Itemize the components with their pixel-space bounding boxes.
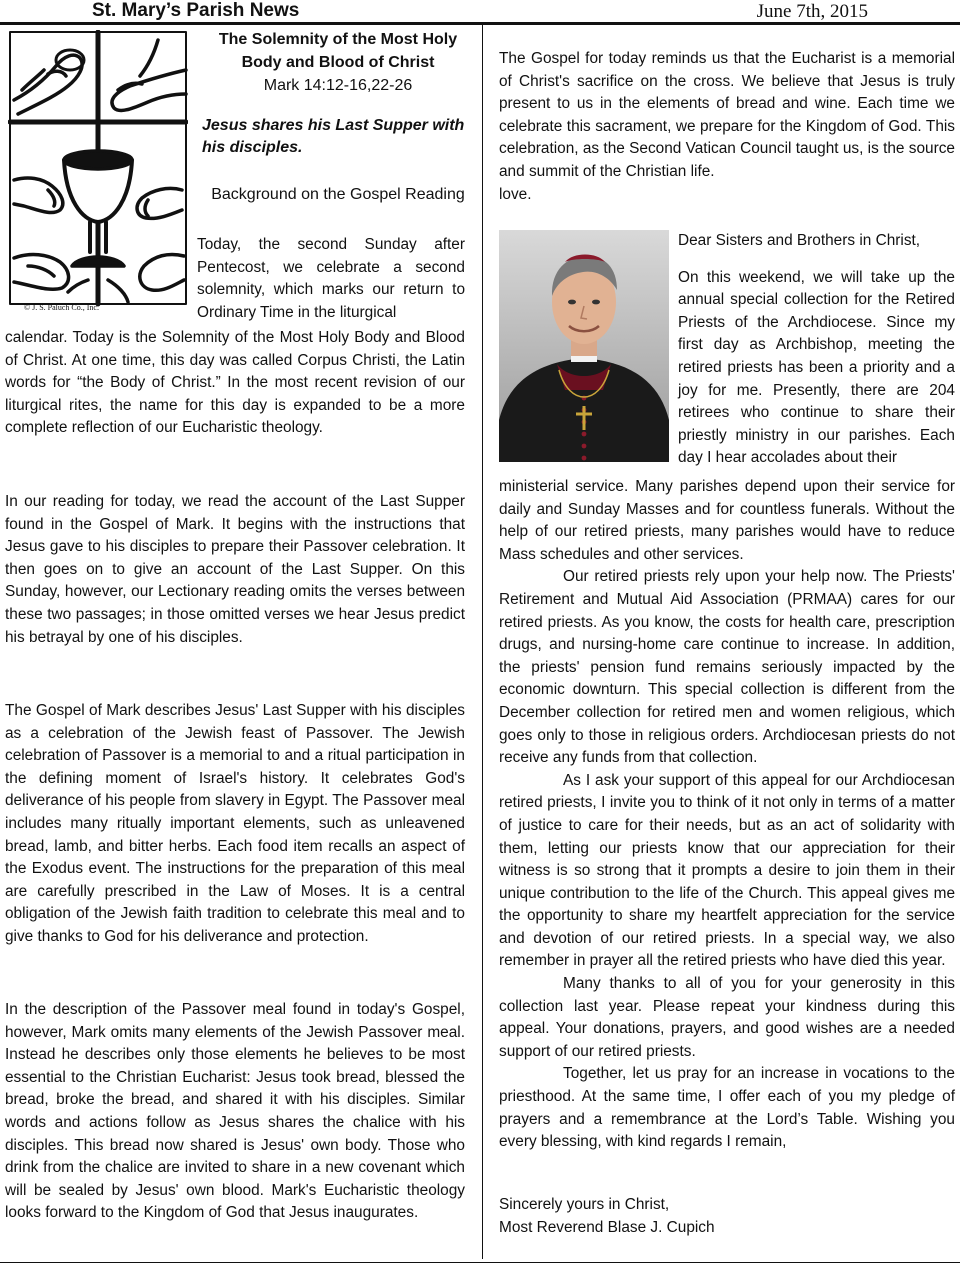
- letter-paragraph: As I ask your support of this appeal for our Archdiocesan retired priests, I invite you to think of it not only in terms of a matter of justice to care for their needs, but as an act of solidarity with them, letting our priests know that our appreciation for their witness is so strong that it prompts a desire to join them in their unique contribution to the life of the Church. This appeal gives me the opportunity to share my heartfelt appreciation for the service and devotion of our retired priests. In a special way, we also remember in prayer all the retired priests who have died this year.: [499, 771, 955, 970]
- feast-title-line1: The Solemnity of the Most Holy: [218, 31, 458, 48]
- gospel-heading-block: [196, 28, 480, 206]
- column-divider: [482, 24, 483, 1259]
- letter-paragraph: ministerial service. Many parishes depend upon their service for daily and Sunday Masses and for countless funerals. Without the help of our retired priests, many parishes would have to reduce Mass schedules and other services.: [499, 478, 955, 563]
- newsletter-title: St. Mary’s Parish News: [92, 0, 300, 21]
- letter-signature: Most Reverend Blase J. Cupich: [499, 1218, 715, 1236]
- gospel-summary: Jesus shares his Last Supper with his disciples.: [202, 117, 465, 156]
- scripture-reference: Mark 14:12-16,22-26: [263, 77, 413, 94]
- letter-paragraph: Many thanks to all of you for your generosity in this collection last year. Please repeat your kindness during this appeal. Your donations, prayers, and good wishes are a needed support of our retired priests.: [499, 975, 955, 1060]
- letter-paragraph: On this weekend, we will take up the annual special collection for the Retired Priests of the Archdiocese. Since my first day as Archbishop, meeting the retired priests has been a priority and a joy for me. Presently, there are 204 retirees who continue to share their priestly ministry in our parishes. Each day I hear accolades about their: [678, 268, 955, 467]
- gospel-reflection-text: The Gospel for today reminds us that the Eucharist is a memorial of Christ's sacrifice on the cross. We believe that Jesus is truly present to us in the elements of bread and wine. Each time we celebrate this sacrament, we prepare for the Kingdom of God. This celebration, as the Second Vatican Council taught us, is the source and summit of the Christian life.: [499, 50, 955, 180]
- letter-salutation: Dear Sisters and Brothers in Christ,: [678, 232, 921, 249]
- feast-title-line2: Body and Blood of Christ: [241, 54, 435, 71]
- letter-paragraph: Our retired priests rely upon your help now. The Priests' Retirement and Mutual Aid Association (PRMAA) cares for our retired priests. As you know, the costs for health care, prescription drugs, and nursing-home care continue to increase. In addition, the priests' pension fund remains seriously impacted by the economic downturn. This special collection is different from the December collection for retired men and women religious, which goes only to those in religious orders. Archdiocesan priests do not receive any funds from that collection.: [499, 568, 955, 767]
- masthead: [0, 0, 960, 22]
- masthead-rule: [0, 22, 960, 25]
- article-paragraph: In our reading for today, we read the account of the Last Supper found in the Gospel of Mark. It begins with the instructions that Jesus gave to his disciples to prepare their Passover celebration. It then goes on to give an account of the Last Supper. On this Sunday, however, our Lectionary reading omits the verses between these two passages; in those omitted verses we hear Jesus predict his betrayal by one of his disciples.: [5, 493, 465, 646]
- last-supper-illustration: [8, 30, 188, 312]
- gospel-reflection: [499, 48, 955, 206]
- letter-opening: [678, 230, 955, 470]
- bottom-rule: [0, 1262, 960, 1263]
- letter-body: [499, 476, 955, 1154]
- illustration-credit: © J. S. Paluch Co., Inc.: [24, 303, 99, 312]
- archbishop-photo: [499, 230, 669, 462]
- intro-paragraph-top: Today, the second Sunday after Pentecost, we celebrate a second solemnity, which marks our return to Ordinary Time in the liturgical: [197, 236, 465, 321]
- gospel-reflection-tail: love.: [499, 185, 532, 203]
- section-heading: Background on the Gospel Reading: [211, 186, 465, 203]
- issue-date: June 7th, 2015: [756, 1, 868, 22]
- letter-closing: Sincerely yours in Christ,: [499, 1196, 670, 1213]
- article-paragraph: The Gospel of Mark describes Jesus' Last Supper with his disciples as a celebration of the Jewish feast of Passover. The Jewish celebration of Passover is a memorial to and a ritual participation in the defining moment of Israel's history. It celebrates God's deliverance of his people from slavery in Egypt. The Passover meal includes many ritually important elements, such as unleavened bread, lamb, and bitter herbs. Each food item recalls an aspect of the Exodus event. The instructions for the preparation of this meal are carefully prescribed in the Law of Moses. It is a central obligation of the Jewish faith tradition to celebrate this meal and to give thanks to God for his deliverance and protection.: [5, 702, 465, 945]
- intro-paragraph-rest: calendar. Today is the Solemnity of the Most Holy Body and Blood of Christ. At one time, this day was called Corpus Christi, the Latin words for “the Body of Christ.” In the most recent revision of our liturgical rites, the name for this day is expanded to be a more complete reflection of our Eucharistic theology.: [5, 329, 465, 437]
- article-paragraph: In the description of the Passover meal found in today's Gospel, however, Mark omits many elements of the Jewish Passover meal. Instead he describes only those elements he believes to be most essential to the Christian Eucharist: Jesus took bread, blessed the bread, broke the bread, and shared it with his disciples. Similar words and actions follow as Jesus shares the chalice with his disciples. This bread now shared is Jesus' own body. Those who drink from the chalice are invited to share in a new covenant which will be sealed by Jesus' own blood. Mark's Eucharistic theology looks forward to the Kingdom of God that Jesus inaugurates.: [5, 1001, 465, 1222]
- letter-paragraph: Together, let us pray for an increase in vocations to the priesthood. At the same time, I offer each of you my pledge of prayers and a remembrance at the Lord’s Table. Wishing you every blessing, with kind regards I remain,: [499, 1065, 955, 1151]
- letter-signature-block: [499, 1194, 955, 1239]
